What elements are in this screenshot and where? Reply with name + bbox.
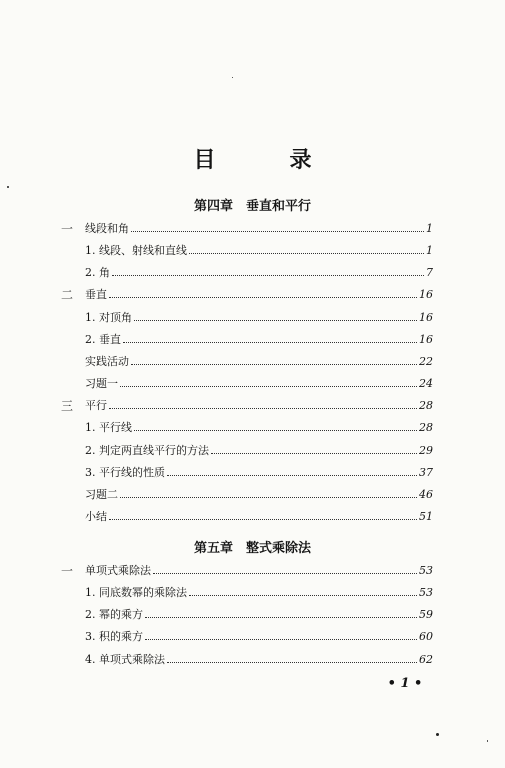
toc-page-number: 60 xyxy=(419,629,433,643)
toc-entry xyxy=(85,507,433,525)
toc-entry-label: 实践活动 xyxy=(85,355,129,368)
toc-page-number: 51 xyxy=(419,509,433,523)
toc-entry xyxy=(85,241,433,259)
chapter-heading: 第四章 垂直和平行 xyxy=(193,199,311,214)
scan-speck xyxy=(436,733,439,736)
toc-entry-label: 垂直 xyxy=(85,288,107,301)
toc-entry-label: 2. 判定两直线平行的方法 xyxy=(85,444,209,457)
dot-leader xyxy=(211,452,417,454)
toc-entry-label: 1. 对顶角 xyxy=(85,311,132,324)
dot-leader xyxy=(145,616,417,618)
toc-entry xyxy=(60,285,433,303)
dot-leader xyxy=(109,518,417,520)
toc-entry xyxy=(60,396,433,414)
toc-entry-label: 1. 平行线 xyxy=(85,421,132,434)
dot-leader xyxy=(134,429,417,431)
dot-leader xyxy=(167,661,417,663)
toc-entry-label: 小结 xyxy=(85,510,107,523)
toc-entry xyxy=(85,485,433,503)
toc-entry xyxy=(85,650,433,668)
page-number: • 1 • xyxy=(387,676,423,691)
section-number: 一 xyxy=(60,563,73,578)
dot-leader xyxy=(189,252,424,254)
toc-page-number: 46 xyxy=(419,487,433,501)
dot-leader xyxy=(109,407,417,409)
toc-page-number: 24 xyxy=(419,376,433,390)
toc-entry xyxy=(85,583,433,601)
toc-page-number: 22 xyxy=(419,354,433,368)
toc-entry-label: 单项式乘除法 xyxy=(85,564,151,577)
toc-entry-label: 1. 线段、射线和直线 xyxy=(85,244,187,257)
toc-entry xyxy=(85,263,433,281)
dot-leader xyxy=(120,496,417,498)
dot-leader xyxy=(153,572,417,574)
toc-page-number: 53 xyxy=(419,563,433,577)
section-number: 一 xyxy=(60,221,73,236)
toc-entry xyxy=(85,463,433,481)
toc-entry-label: 2. 幂的乘方 xyxy=(85,608,143,621)
toc-entry xyxy=(85,441,433,459)
dot-leader xyxy=(145,638,417,640)
toc-entry-label: 4. 单项式乘除法 xyxy=(85,653,165,666)
toc-entry-label: 习题二 xyxy=(85,488,118,501)
toc-entry xyxy=(60,561,433,579)
dot-leader xyxy=(131,230,424,232)
toc-page-number: 7 xyxy=(426,265,433,279)
toc-entry-label: 平行 xyxy=(85,399,107,412)
toc-entry-label: 2. 垂直 xyxy=(85,333,121,346)
chapter-heading: 第五章 整式乘除法 xyxy=(193,541,311,556)
toc-entry-label: 1. 同底数幂的乘除法 xyxy=(85,586,187,599)
toc-page-number: 37 xyxy=(419,465,433,479)
toc-page-number: 1 xyxy=(426,221,433,235)
toc-page-number: 16 xyxy=(419,332,433,346)
dot-leader xyxy=(120,385,417,387)
toc-entry xyxy=(85,308,433,326)
toc-page-number: 28 xyxy=(419,420,433,434)
dot-leader xyxy=(167,474,417,476)
toc-entry xyxy=(85,418,433,436)
toc-entry xyxy=(85,352,433,370)
dot-leader xyxy=(109,296,417,298)
toc-entry xyxy=(85,605,433,623)
toc-page-number: 16 xyxy=(419,310,433,324)
toc-page-number: 53 xyxy=(419,585,433,599)
toc-page-number: 59 xyxy=(419,607,433,621)
scan-speck xyxy=(7,186,9,188)
dot-leader xyxy=(189,594,417,596)
toc-entry-label: 3. 积的乘方 xyxy=(85,630,143,643)
toc-entry-label: 3. 平行线的性质 xyxy=(85,466,165,479)
toc-entry-label: 习题一 xyxy=(85,377,118,390)
toc-page-number: 62 xyxy=(419,652,433,666)
toc-page-number: 28 xyxy=(419,398,433,412)
toc-page-number: 16 xyxy=(419,287,433,301)
scan-speck xyxy=(487,740,488,742)
dot-leader xyxy=(112,274,424,276)
toc-entry xyxy=(85,627,433,645)
toc-entry xyxy=(60,219,433,237)
section-number: 三 xyxy=(60,398,73,413)
toc-entry xyxy=(85,330,433,348)
toc-entry xyxy=(85,374,433,392)
page-title: 目 录 xyxy=(193,148,338,173)
toc-entry-label: 2. 角 xyxy=(85,266,110,279)
dot-leader xyxy=(134,319,417,321)
dot-leader xyxy=(131,363,417,365)
toc-page-number: 29 xyxy=(419,443,433,457)
section-number: 二 xyxy=(60,287,73,302)
toc-entry-label: 线段和角 xyxy=(85,222,129,235)
dot-leader xyxy=(123,341,417,343)
toc-page-number: 1 xyxy=(426,243,433,257)
scan-speck xyxy=(232,77,233,78)
